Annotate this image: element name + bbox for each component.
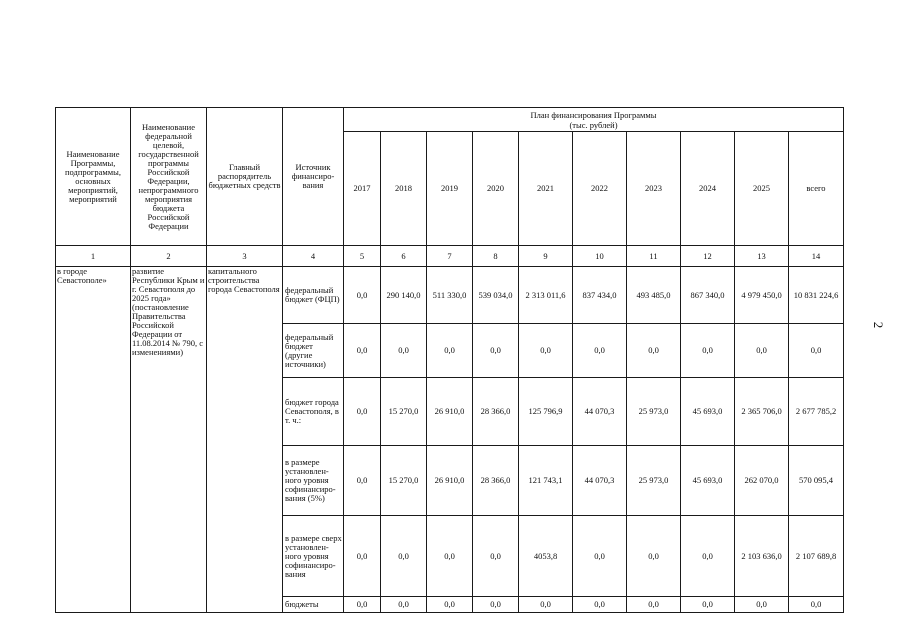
value-cell: 0,0 [519, 597, 573, 613]
column-number: 4 [283, 246, 344, 267]
total-value-cell: 2 677 785,2 [789, 378, 844, 446]
value-cell: 0,0 [427, 516, 473, 597]
value-cell: 44 070,3 [573, 446, 627, 516]
column-number: 10 [573, 246, 627, 267]
column-number: 8 [473, 246, 519, 267]
year-cell: 2018 [381, 132, 427, 246]
value-cell: 867 340,0 [681, 267, 735, 324]
header-program-name: Наименование Программы, подпрограммы, основных мероприятий, мероприятий [56, 108, 131, 246]
header-plan-unit: (тыс. рублей) [569, 119, 618, 130]
total-value-cell: 570 095,4 [789, 446, 844, 516]
value-cell: 511 330,0 [427, 267, 473, 324]
column-number: 7 [427, 246, 473, 267]
value-cell: 125 796,9 [519, 378, 573, 446]
year-cell: 2024 [681, 132, 735, 246]
value-cell: 26 910,0 [427, 446, 473, 516]
value-cell: 4053,8 [519, 516, 573, 597]
financing-plan-table [55, 107, 844, 613]
value-cell: 0,0 [473, 516, 519, 597]
year-cell: 2025 [735, 132, 789, 246]
funding-source-cell: в размере установлен- ного уровня софинансиро- вания (5%) [283, 446, 344, 516]
value-cell: 15 270,0 [381, 446, 427, 516]
column-number: 9 [519, 246, 573, 267]
column-number: 1 [56, 246, 131, 267]
header-budget-manager: Главный распорядитель бюджетных средств [207, 108, 283, 246]
value-cell: 0,0 [573, 516, 627, 597]
column-number: 3 [207, 246, 283, 267]
funding-source-cell: федеральный бюджет (другие источники) [283, 324, 344, 378]
value-cell: 0,0 [427, 324, 473, 378]
value-cell: 837 434,0 [573, 267, 627, 324]
value-cell: 0,0 [381, 324, 427, 378]
program-name-cell: в городе Севастополе» [56, 267, 131, 613]
value-cell: 0,0 [735, 597, 789, 613]
federal-program-cell: развитие Республики Крым и г. Севастополя до 2025 года» (постановление Правительства Российской Федерации от 11.08.2014 № 790, с изменениями) [131, 267, 207, 613]
total-value-cell: 0,0 [789, 324, 844, 378]
value-cell: 45 693,0 [681, 446, 735, 516]
value-cell: 0,0 [427, 597, 473, 613]
value-cell: 0,0 [344, 516, 381, 597]
value-cell: 0,0 [573, 324, 627, 378]
funding-source-cell: бюджеты [283, 597, 344, 613]
year-cell: 2017 [344, 132, 381, 246]
value-cell: 0,0 [681, 516, 735, 597]
budget-manager-cell: капитального строительства города Севастополя [207, 267, 283, 613]
value-cell: 0,0 [735, 324, 789, 378]
value-cell: 0,0 [627, 516, 681, 597]
total-value-cell: 10 831 224,6 [789, 267, 844, 324]
column-number: 2 [131, 246, 207, 267]
funding-source-cell: в размере сверх установлен- ного уровня софинансиро- вания [283, 516, 344, 597]
column-number: 13 [735, 246, 789, 267]
table-row [56, 267, 844, 324]
header-federal-program: Наименование федеральной целевой, государственной программы Российской Федерации, непрограммного мероприятия бюджета Российской Федерации [131, 108, 207, 246]
total-value-cell: 2 107 689,8 [789, 516, 844, 597]
value-cell: 2 365 706,0 [735, 378, 789, 446]
header-plan [344, 108, 844, 132]
value-cell: 0,0 [627, 597, 681, 613]
value-cell: 0,0 [473, 324, 519, 378]
funding-source-cell: бюджет города Севастополя, в т. ч.: [283, 378, 344, 446]
value-cell: 26 910,0 [427, 378, 473, 446]
column-number: 14 [789, 246, 844, 267]
header-funding-source: Источник финансиро- вания [283, 108, 344, 246]
value-cell: 0,0 [344, 597, 381, 613]
column-number: 6 [381, 246, 427, 267]
header-plan-title: План финансирования Программы [530, 109, 657, 120]
value-cell: 0,0 [681, 597, 735, 613]
column-number: 5 [344, 246, 381, 267]
funding-source-cell: федеральный бюджет (ФЦП) [283, 267, 344, 324]
value-cell: 0,0 [381, 597, 427, 613]
column-number: 11 [627, 246, 681, 267]
value-cell: 2 103 636,0 [735, 516, 789, 597]
total-value-cell: 0,0 [789, 597, 844, 613]
header-row-plan-title [56, 108, 844, 132]
value-cell: 25 973,0 [627, 446, 681, 516]
value-cell: 539 034,0 [473, 267, 519, 324]
value-cell: 493 485,0 [627, 267, 681, 324]
value-cell: 0,0 [344, 378, 381, 446]
year-cell: 2022 [573, 132, 627, 246]
value-cell: 0,0 [681, 324, 735, 378]
value-cell: 0,0 [573, 597, 627, 613]
value-cell: 25 973,0 [627, 378, 681, 446]
value-cell: 262 070,0 [735, 446, 789, 516]
value-cell: 28 366,0 [473, 446, 519, 516]
page-number: 2 [871, 321, 886, 329]
value-cell: 0,0 [519, 324, 573, 378]
value-cell: 0,0 [344, 324, 381, 378]
value-cell: 0,0 [473, 597, 519, 613]
value-cell: 2 313 011,6 [519, 267, 573, 324]
year-cell: 2019 [427, 132, 473, 246]
value-cell: 45 693,0 [681, 378, 735, 446]
column-number-row [56, 246, 844, 267]
value-cell: 0,0 [344, 267, 381, 324]
value-cell: 290 140,0 [381, 267, 427, 324]
value-cell: 28 366,0 [473, 378, 519, 446]
value-cell: 15 270,0 [381, 378, 427, 446]
value-cell: 121 743,1 [519, 446, 573, 516]
year-cell: 2023 [627, 132, 681, 246]
value-cell: 0,0 [344, 446, 381, 516]
year-cell: 2020 [473, 132, 519, 246]
value-cell: 44 070,3 [573, 378, 627, 446]
total-header-cell: всего [789, 132, 844, 246]
value-cell: 4 979 450,0 [735, 267, 789, 324]
column-number: 12 [681, 246, 735, 267]
year-cell: 2021 [519, 132, 573, 246]
value-cell: 0,0 [627, 324, 681, 378]
value-cell: 0,0 [381, 516, 427, 597]
